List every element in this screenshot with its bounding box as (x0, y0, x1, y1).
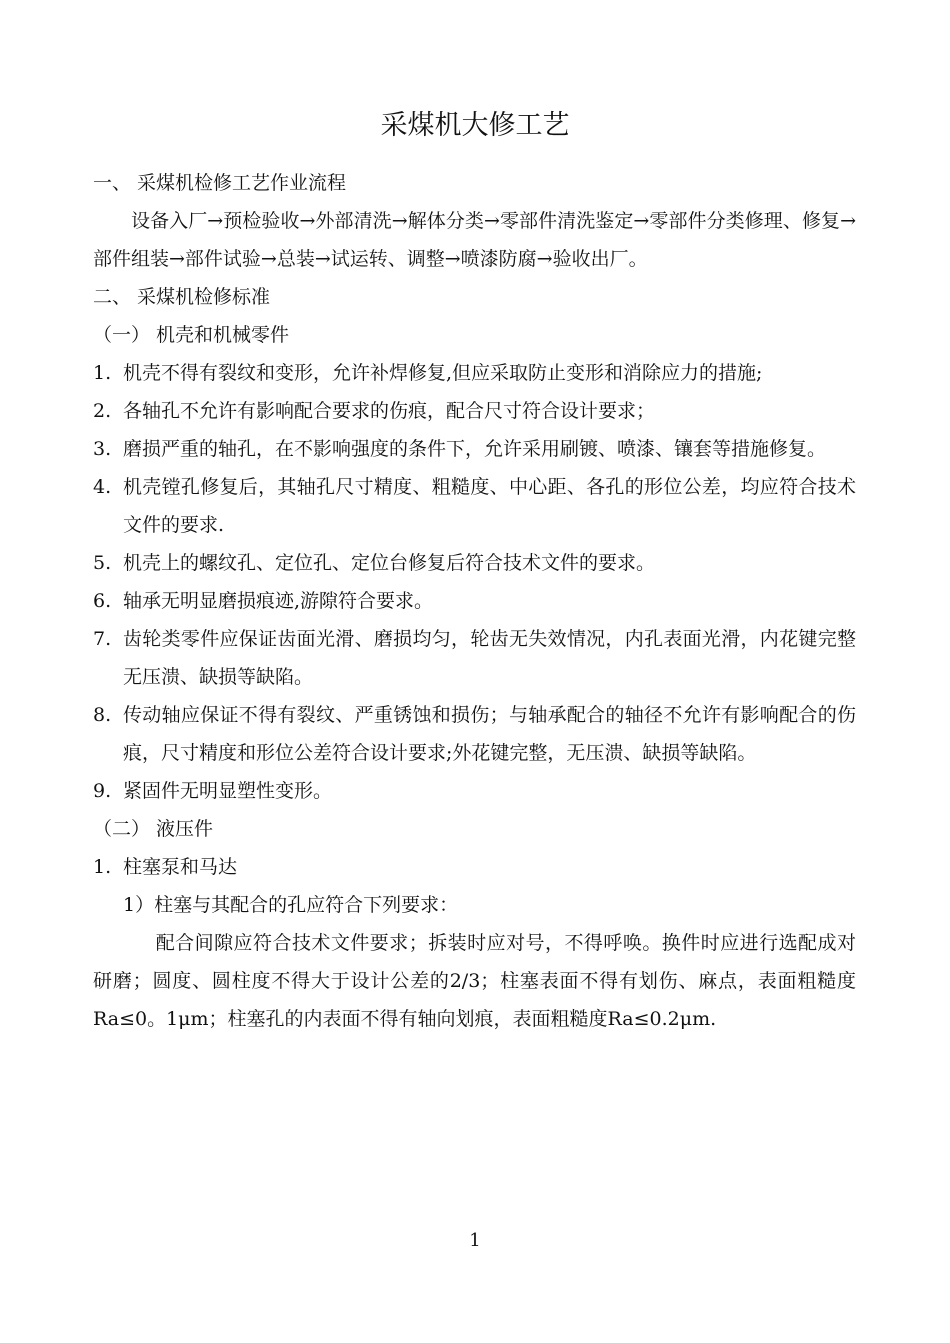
list-item-text: 紧固件无明显塑性变形。 (123, 780, 333, 802)
list-item (93, 848, 856, 886)
list-item (93, 772, 856, 810)
list-item-text: 机壳不得有裂纹和变形，允许补焊修复,但应采取防止变形和消除应力的措施; (123, 362, 763, 384)
document-title: 采煤机大修工艺 (380, 110, 570, 141)
list-item-number: 3. (93, 438, 112, 460)
list-item (93, 430, 856, 468)
document-body (93, 164, 856, 1038)
list-item-number: 2. (93, 400, 112, 422)
page-number: 1 (469, 1230, 481, 1251)
list-item-text: 轴承无明显磨损痕迹,游隙符合要求。 (123, 590, 434, 612)
list-item-number: 6. (93, 590, 112, 612)
section-heading-1: 一、 采煤机检修工艺作业流程 (93, 172, 347, 194)
list-item (93, 544, 856, 582)
list-item-text: 齿轮类零件应保证齿面光滑、磨损均匀，轮齿无失效情况，内孔表面光滑，内花键完整无压溃、缺损等缺陷。 (123, 628, 856, 688)
list-item-text: 磨损严重的轴孔，在不影响强度的条件下，允许采用刷镀、喷漆、镶套等措施修复。 (123, 438, 827, 460)
list-item-number: 7. (93, 628, 112, 650)
hydraulic-standards-list (93, 848, 856, 886)
plunger-requirement-heading: 1）柱塞与其配合的孔应符合下列要求： (123, 894, 459, 916)
subsection-heading-hydraulic: （二） 液压件 (93, 818, 214, 840)
list-item (93, 696, 856, 772)
process-flow-paragraph: 设备入厂→预检验收→外部清洗→解体分类→零部件清洗鉴定→零部件分类修理、修复→部件组装→部件试验→总装→试运转、调整→喷漆防腐→验收出厂。 (93, 210, 856, 270)
list-item-number: 5. (93, 552, 112, 574)
list-item-number: 1. (93, 362, 112, 384)
list-item-number: 8. (93, 704, 112, 726)
housing-standards-list (93, 354, 856, 810)
list-item-text: 机壳上的螺纹孔、定位孔、定位台修复后符合技术文件的要求。 (123, 552, 656, 574)
list-item-text: 各轴孔不允许有影响配合要求的伤痕，配合尺寸符合设计要求； (123, 400, 656, 422)
list-item-number: 1. (93, 856, 112, 878)
list-item-text: 传动轴应保证不得有裂纹、严重锈蚀和损伤；与轴承配合的轴径不允许有影响配合的伤痕，尺寸精度和形位公差符合设计要求;外花键完整，无压溃、缺损等缺陷。 (123, 704, 856, 764)
list-item (93, 620, 856, 696)
list-item-number: 9. (93, 780, 112, 802)
plunger-requirement-paragraph: 配合间隙应符合技术文件要求；拆装时应对号，不得呼唤。换件时应进行选配成对研磨；圆度、圆柱度不得大于设计公差的2/3；柱塞表面不得有划伤、麻点，表面粗糙度 Ra≤0。1μm；柱塞孔的内表面不得有轴向划痕，表面粗糙度Ra≤0.2μm. (93, 932, 856, 1030)
list-item (93, 354, 856, 392)
list-item (93, 468, 856, 544)
list-item (93, 582, 856, 620)
list-item (93, 392, 856, 430)
list-item-number: 4. (93, 476, 112, 498)
list-item-text: 机壳镗孔修复后，其轴孔尺寸精度、粗糙度、中心距、各孔的形位公差，均应符合技术文件的要求. (123, 476, 856, 536)
subsection-heading-housing: （一） 机壳和机械零件 (93, 324, 290, 346)
section-heading-2: 二、 采煤机检修标准 (93, 286, 271, 308)
list-item-text: 柱塞泵和马达 (123, 856, 238, 878)
